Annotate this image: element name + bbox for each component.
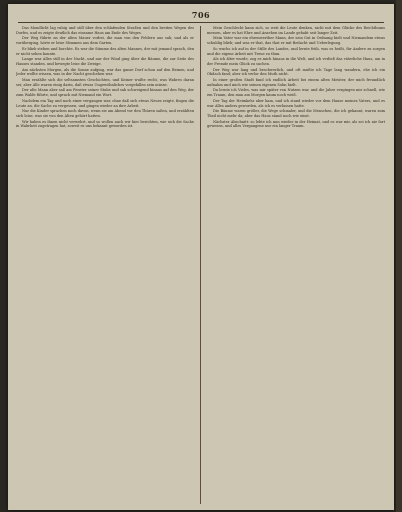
right-paragraph: In einer großen Stadt fand ich endlich Arbeit bei einem alten Meister, der mich freundlich aufnahm und mich wie seinen eigenen Sohn hielt. [207, 78, 385, 87]
column-divider [200, 26, 201, 504]
right-paragraph: Nächster Abschnitt: so lebte ich nun wieder in der Heimat, und es war mir, als sei ich nie fort gewesen, und alles Vergangene nur ein langer Traum. [207, 119, 385, 129]
book-spine [396, 0, 402, 512]
page-number: 706 [191, 10, 211, 20]
left-paragraph: Er blieb stehen und horchte. Es war die Stimme des alten Mannes, der mit jemand sprach, den er nicht sehen konnte. [16, 46, 194, 56]
right-paragraph: Mein Vater war ein ehrenwerther Mann, der sein Gut in Ordnung hielt und Niemandem etwas schuldig blieb; und was er that, das that er mit Bedacht und Ueberlegung. [207, 36, 385, 46]
left-paragraph: Der alte Mann aber saß am Fenster seiner Stube und sah schweigend hinaus auf den Weg, der zum Walde führte, und sprach mit Niemand ein Wort. [16, 88, 194, 98]
header-rule [18, 22, 384, 23]
left-column [16, 26, 194, 504]
left-paragraph: Der Weg führte an der alten Mauer vorbei, die man von den Feldern aus sah; und als er vorüberging, hörte er leise Stimmen aus dem Garten. [16, 36, 194, 46]
left-paragraph: Nachdem ein Tag und noch einer vergangen war, ohne daß sich etwas Neues zeigte, fingen die Leute an, die Sache zu vergessen, und gingen wieder an ihre Arbeit. [16, 98, 194, 108]
right-paragraph: Der Weg war lang und beschwerlich, und oft mußte ich Tage lang wandern, ehe ich ein Obdach fand; aber ich verlor den Muth nicht. [207, 67, 385, 77]
left-paragraph: Man erzählte sich die seltsamsten Geschichten, und Keiner wußte recht, was Wahres daran sei; aber Alle waren einig darin, daß etwas Ungewöhnliches vorgefallen sein müsse. [16, 78, 194, 87]
right-column [207, 26, 385, 504]
left-paragraph: Wir haben es ihnen nicht verwehrt, und so wollen auch wir hier berichten, wie sich die Sache in Wahrheit zugetragen hat, soweit es uns bekannt geworden ist. [16, 119, 194, 129]
book-page [8, 4, 394, 510]
left-paragraph: Lange war Alles still in der Nacht, und nur der Wind ging über die Bäume, die zur Seite des Hauses standen, und bewegte leise die Zweige. [16, 57, 194, 66]
right-paragraph: Die Bäume waren größer, die Wege schmaler, und die Menschen, die ich gekannt, waren zum Theil nicht mehr da; aber das Haus stand noch wie einst. [207, 109, 385, 118]
left-paragraph: Das Mondlicht lag ruhig und still über den schlafenden Straßen und den breiten Wegen des Dorfes, und es zeigte deutlich das einsame Haus am Ende des Weges. [16, 26, 194, 35]
right-paragraph: So wuchs ich auf in der Stille des Landes, und lernte früh, was es heißt, für Andere zu sorgen und die eigene Arbeit mit Treue zu thun. [207, 46, 385, 56]
right-paragraph: Mein Geschlecht kann sich, so weit die Leute denken, nicht mit dem Glücke des Reichthums messen, aber es hat Ehre und Ansehen im Lande gehabt seit langer Zeit. [207, 26, 385, 35]
right-paragraph: Als ich älter wurde, zog es mich hinaus in die Welt, und ich verließ das väterliche Haus, um in der Fremde mein Glück zu suchen. [207, 57, 385, 66]
left-paragraph: Nur die Kinder sprachen noch davon, wenn sie am Abend vor den Thüren saßen, und erzählten sich leise, was sie von den Alten gehört hatten. [16, 109, 194, 118]
right-paragraph: Der Tag der Heimkehr aber kam, und ich stand wieder vor dem Hause meines Vaters, und es war Alles anders geworden, als ich es verlassen hatte. [207, 98, 385, 108]
right-paragraph: Da lernte ich Vieles, was mir später von Nutzen war, und die Jahre vergingen mir schnell, wie ein Traum, den man am Morgen kaum noch weiß. [207, 88, 385, 98]
left-paragraph: Am nächsten Morgen, als die Sonne aufging, war das ganze Dorf schon auf den Beinen, und Jeder wollte wissen, was in der Nacht geschehen war. [16, 67, 194, 77]
